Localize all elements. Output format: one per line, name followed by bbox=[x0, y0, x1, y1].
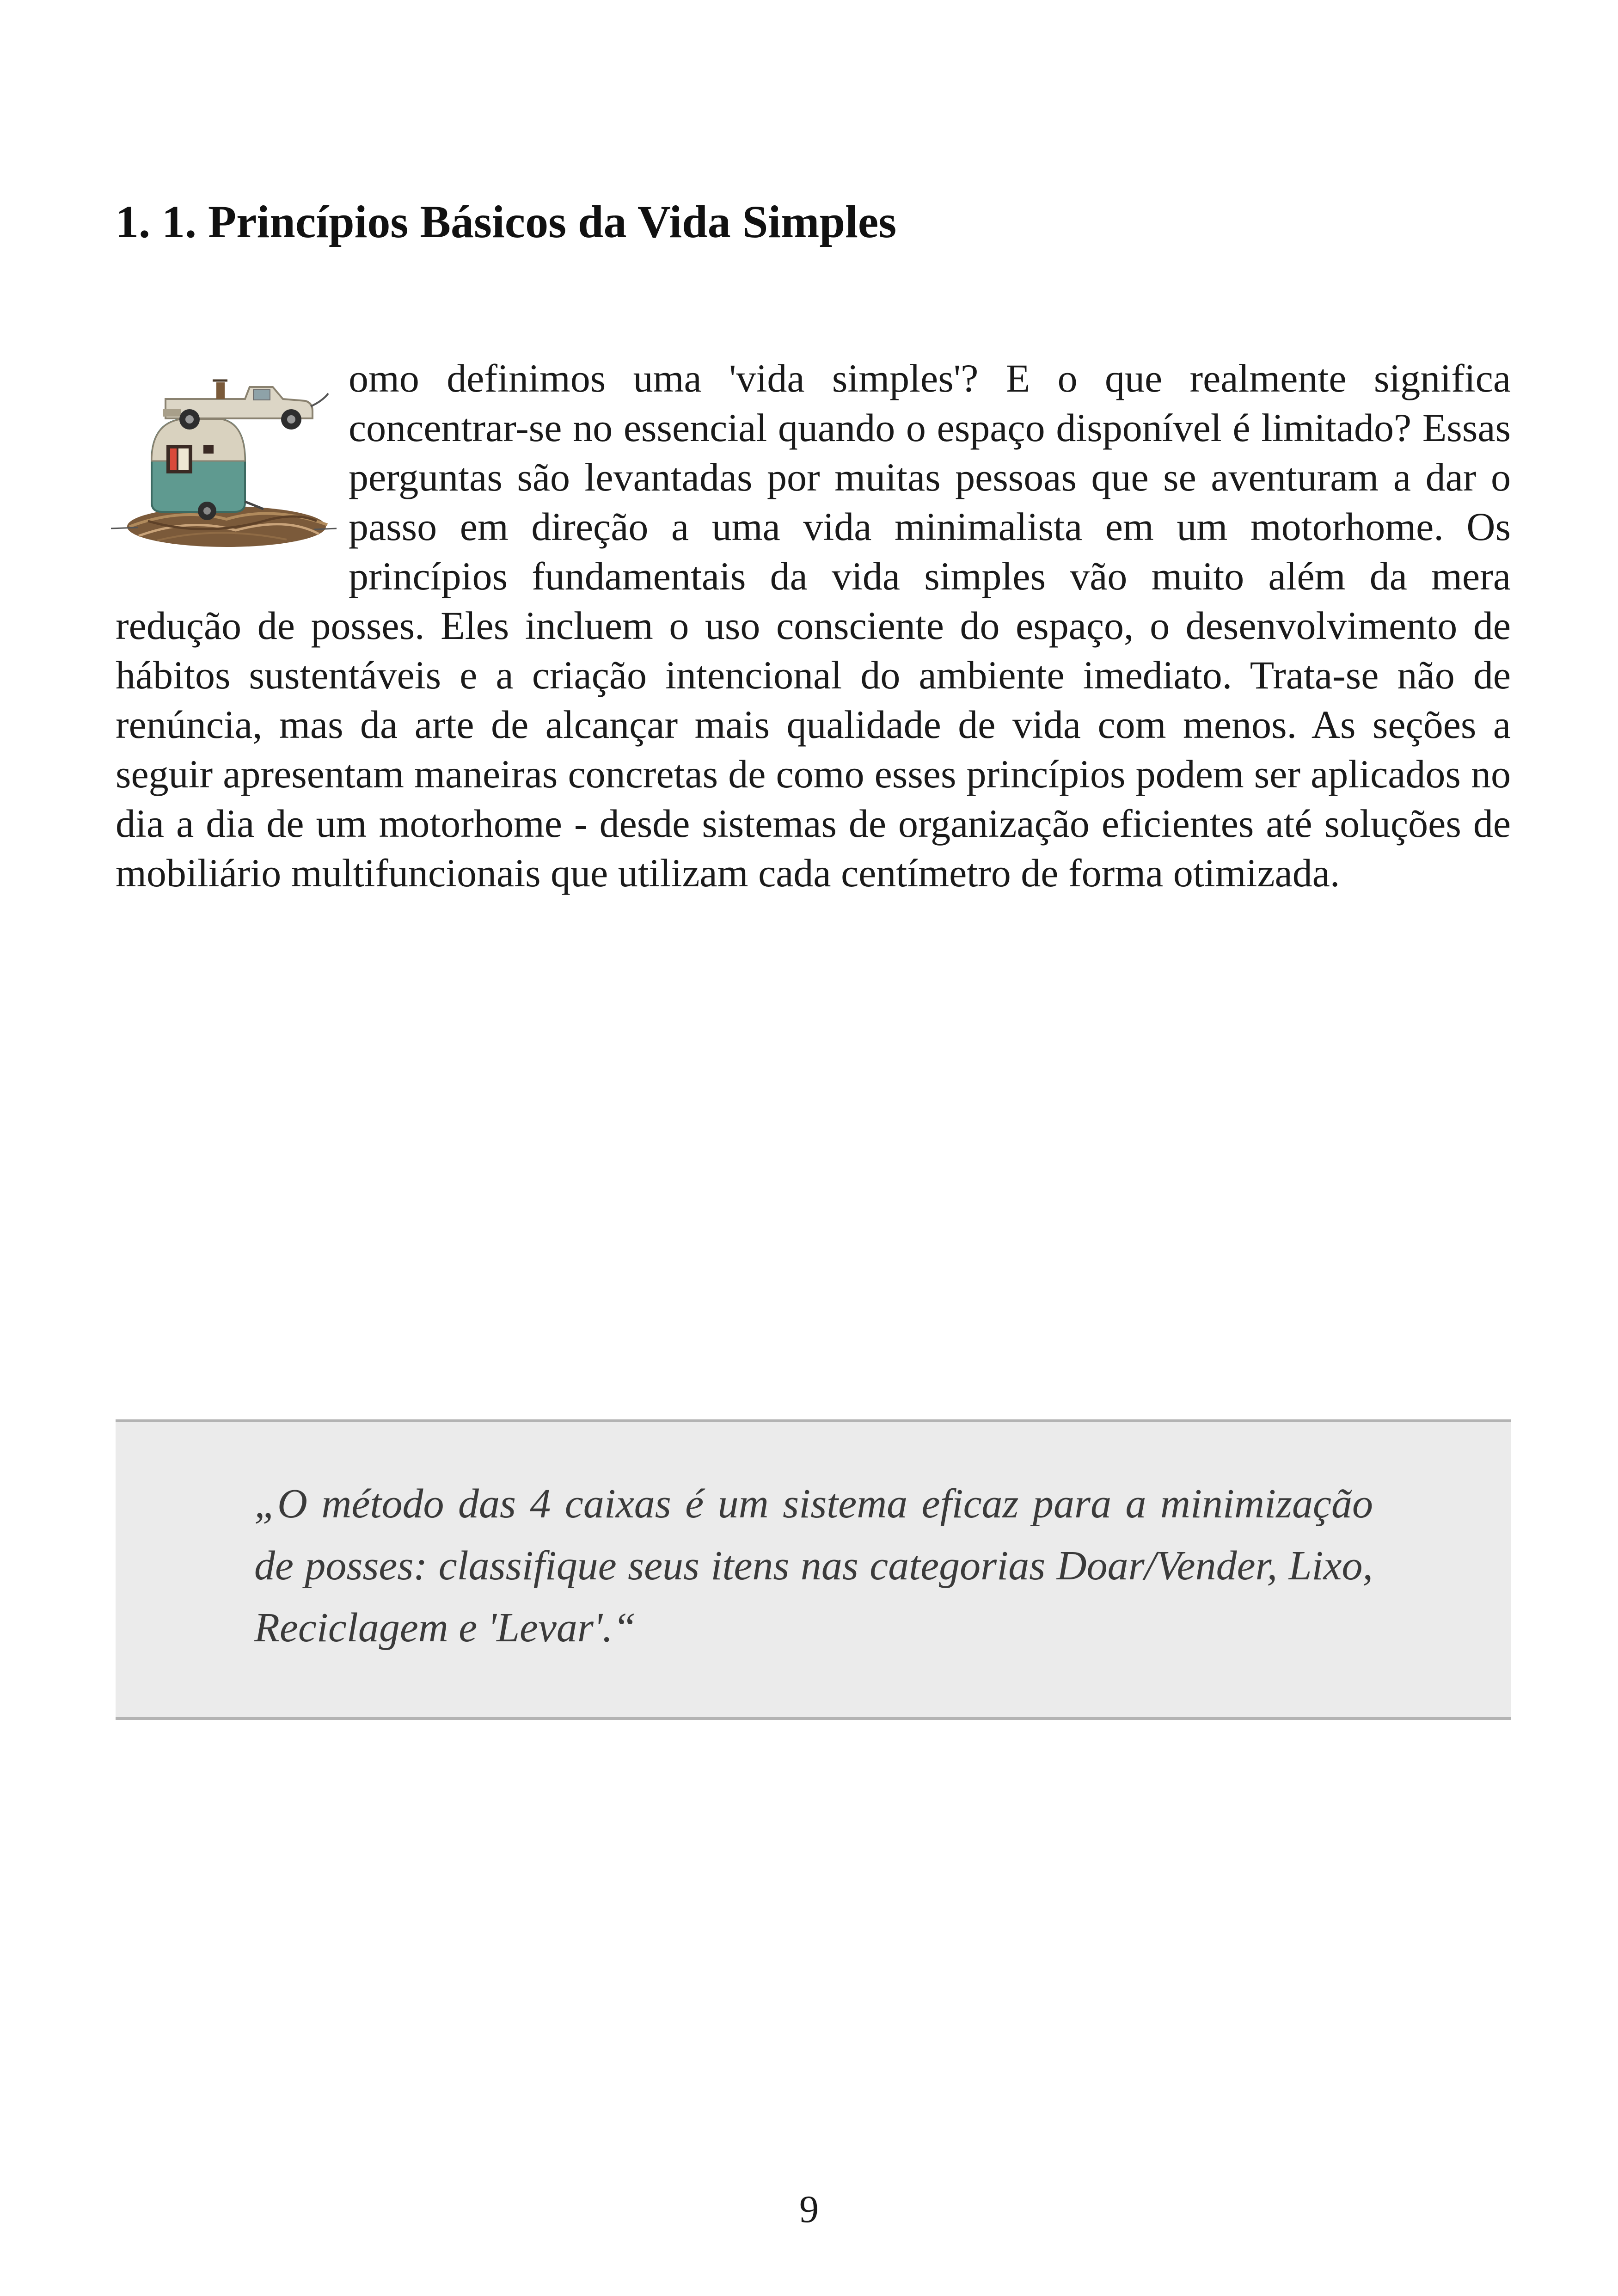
quote-text: „O método das 4 caixas é um sistema eficaz para a minimização de posses: classifique seus itens nas categorias Doar/Vender, Lixo, Reciclagem e 'Levar'.“ bbox=[254, 1481, 1373, 1651]
caravan-icon bbox=[152, 419, 264, 520]
paragraph-text: omo definimos uma 'vida simples'? E o que realmente significa concentrar-se no essencial quando o espaço disponível é limitado? Essas perguntas são levantadas por muitas pessoas que se aventuram a dar o passo em direção a uma vida minimalista em um motorhome. Os princípios fundamentais da vida simples vão muito além da mera redução de posses. Eles incluem o uso consciente do espaço, o desenvolvimento de hábitos sustentáveis e a criação intencional do ambiente imediato. Trata-se não de renúncia, mas da arte de alcançar mais qualidade de vida com menos. As seções a seguir apresentam maneiras concretas de como esses princípios podem ser aplicados no dia a dia de um motorhome - desde sistemas de organização eficientes até soluções de mobiliário multifuncionais que utilizam cada centímetro de forma otimizada. bbox=[116, 356, 1511, 895]
body-paragraph bbox=[116, 354, 1511, 898]
page-number: 9 bbox=[799, 2188, 819, 2231]
drop-cap-illustration bbox=[111, 355, 337, 553]
truck-caravan-icon bbox=[111, 355, 337, 553]
pickup-truck-icon bbox=[163, 381, 328, 430]
quote-box bbox=[116, 1419, 1511, 1720]
section-heading: 1. 1. Princípios Básicos da Vida Simples bbox=[116, 196, 897, 247]
